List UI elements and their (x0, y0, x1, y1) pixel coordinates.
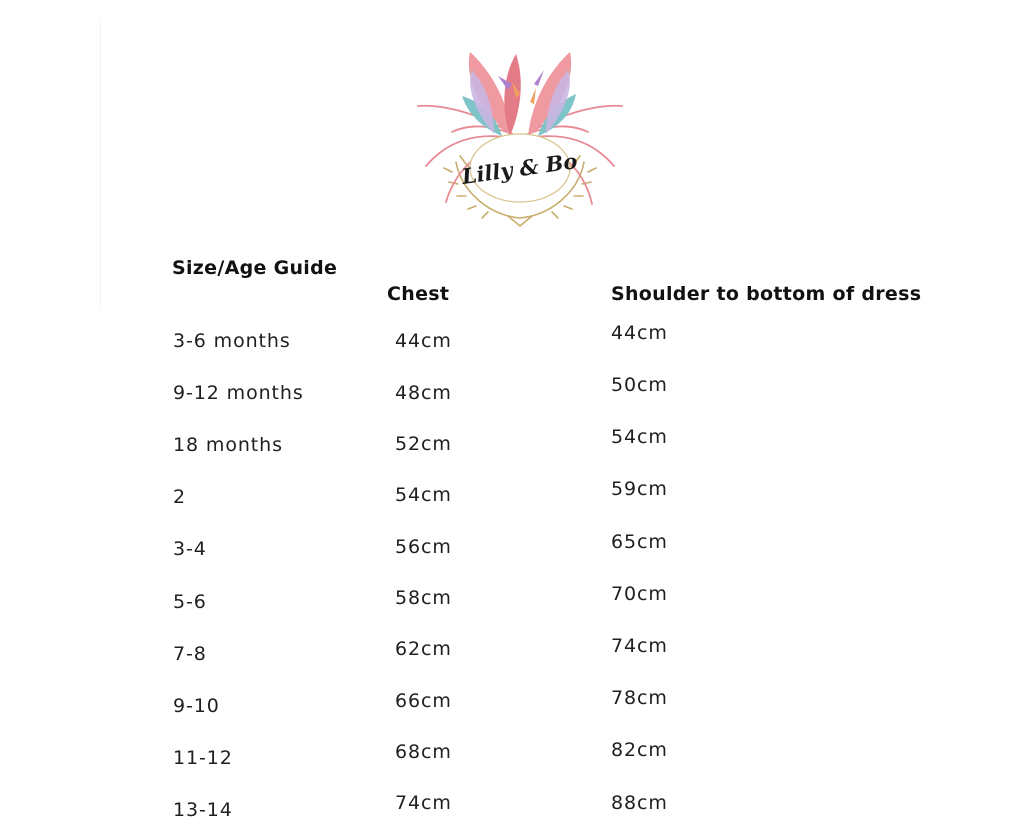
size-cell: 2 (173, 486, 186, 508)
length-cell: 78cm (611, 687, 668, 709)
length-cell: 82cm (611, 739, 668, 761)
size-cell: 9-12 months (173, 382, 304, 404)
divider (100, 18, 101, 310)
length-cell: 74cm (611, 635, 668, 657)
size-cell: 3-6 months (173, 330, 291, 352)
size-cell: 11-12 (173, 747, 233, 769)
length-cell: 65cm (611, 531, 668, 553)
chest-cell: 66cm (395, 690, 452, 712)
tropical-leaves-logo-icon (412, 44, 628, 228)
chest-cell: 52cm (395, 433, 452, 455)
length-cell: 50cm (611, 374, 668, 396)
size-cell: 9-10 (173, 695, 220, 717)
length-cell: 88cm (611, 792, 668, 814)
chest-cell: 62cm (395, 638, 452, 660)
chest-cell: 68cm (395, 741, 452, 763)
logo-brand-text: Lilly & Bo (460, 148, 579, 190)
column-header-chest: Chest (387, 283, 450, 305)
chest-cell: 44cm (395, 330, 452, 352)
brand-logo (412, 44, 628, 228)
chest-cell: 58cm (395, 587, 452, 609)
size-cell: 18 months (173, 434, 283, 456)
chest-cell: 48cm (395, 382, 452, 404)
size-cell: 13-14 (173, 799, 233, 821)
chest-cell: 54cm (395, 484, 452, 506)
size-cell: 5-6 (173, 591, 207, 613)
size-cell: 7-8 (173, 643, 207, 665)
chest-cell: 56cm (395, 536, 452, 558)
length-cell: 44cm (611, 322, 668, 344)
size-cell: 3-4 (173, 538, 207, 560)
chest-cell: 74cm (395, 792, 452, 814)
column-header-length: Shoulder to bottom of dress (611, 283, 922, 305)
length-cell: 54cm (611, 426, 668, 448)
length-cell: 70cm (611, 583, 668, 605)
page-title: Size/Age Guide (172, 257, 338, 279)
length-cell: 59cm (611, 478, 668, 500)
